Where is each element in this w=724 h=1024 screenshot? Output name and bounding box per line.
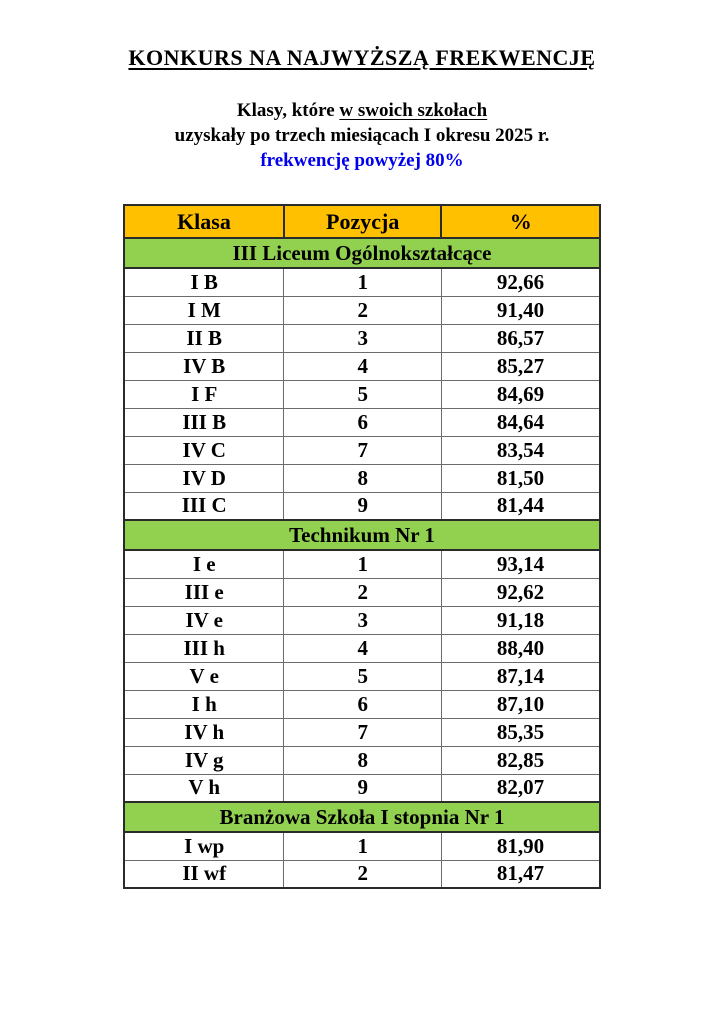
table-row [124, 324, 600, 352]
percent-cell: 87,10 [441, 690, 600, 718]
table-row [124, 746, 600, 774]
percent-cell: 82,07 [441, 774, 600, 802]
table-row [124, 464, 600, 492]
percent-cell: 87,14 [441, 662, 600, 690]
table-row [124, 296, 600, 324]
position-cell: 6 [284, 408, 442, 436]
percent-cell: 85,27 [441, 352, 600, 380]
position-cell: 5 [284, 662, 442, 690]
table-row [124, 718, 600, 746]
class-cell: III C [124, 492, 284, 520]
school-section-label: Branżowa Szkoła I stopnia Nr 1 [124, 802, 600, 832]
percent-cell: 91,40 [441, 296, 600, 324]
school-section-label: Technikum Nr 1 [124, 520, 600, 550]
class-cell: I F [124, 380, 284, 408]
percent-cell: 83,54 [441, 436, 600, 464]
table-row [124, 550, 600, 578]
table-row [124, 662, 600, 690]
position-cell: 4 [284, 634, 442, 662]
percent-cell: 88,40 [441, 634, 600, 662]
class-cell: IV B [124, 352, 284, 380]
table-header-row [124, 205, 600, 238]
position-cell: 9 [284, 492, 442, 520]
class-cell: IV h [124, 718, 284, 746]
column-header-percent: % [441, 205, 600, 238]
class-cell: II B [124, 324, 284, 352]
school-section-row [124, 520, 600, 550]
table-row [124, 408, 600, 436]
school-section-label: III Liceum Ogólnokształcące [124, 238, 600, 268]
table-header [124, 205, 600, 238]
position-cell: 8 [284, 464, 442, 492]
percent-cell: 93,14 [441, 550, 600, 578]
position-cell: 1 [284, 268, 442, 296]
class-cell: III e [124, 578, 284, 606]
school-section-row [124, 802, 600, 832]
position-cell: 1 [284, 550, 442, 578]
table-row [124, 436, 600, 464]
table-row [124, 860, 600, 888]
class-cell: III B [124, 408, 284, 436]
column-header-klasa: Klasa [124, 205, 284, 238]
position-cell: 7 [284, 436, 442, 464]
percent-cell: 81,47 [441, 860, 600, 888]
subtitle-line-3-highlight: frekwencję powyżej 80% [260, 150, 464, 171]
position-cell: 2 [284, 578, 442, 606]
table-body [124, 238, 600, 888]
table-row [124, 380, 600, 408]
position-cell: 7 [284, 718, 442, 746]
table-row [124, 606, 600, 634]
class-cell: IV D [124, 464, 284, 492]
position-cell: 1 [284, 832, 442, 860]
class-cell: IV C [124, 436, 284, 464]
class-cell: V h [124, 774, 284, 802]
school-section-row [124, 238, 600, 268]
subtitle-line-2: uzyskały po trzech miesiącach I okresu 2025 r. [174, 125, 550, 146]
position-cell: 9 [284, 774, 442, 802]
class-cell: IV e [124, 606, 284, 634]
position-cell: 2 [284, 860, 442, 888]
percent-cell: 91,18 [441, 606, 600, 634]
table-row [124, 832, 600, 860]
subtitle-line-1-underlined: w swoich szkołach [339, 100, 488, 121]
percent-cell: 85,35 [441, 718, 600, 746]
attendance-table [123, 204, 601, 889]
position-cell: 3 [284, 324, 442, 352]
table-row [124, 578, 600, 606]
class-cell: III h [124, 634, 284, 662]
position-cell: 8 [284, 746, 442, 774]
class-cell: I M [124, 296, 284, 324]
position-cell: 4 [284, 352, 442, 380]
table-row [124, 690, 600, 718]
percent-cell: 81,44 [441, 492, 600, 520]
class-cell: I B [124, 268, 284, 296]
page-title: KONKURS NA NAJWYŻSZĄ FREKWENCJĘ [128, 45, 596, 70]
table-row [124, 268, 600, 296]
percent-cell: 86,57 [441, 324, 600, 352]
class-cell: I e [124, 550, 284, 578]
class-cell: II wf [124, 860, 284, 888]
table-row [124, 492, 600, 520]
position-cell: 3 [284, 606, 442, 634]
class-cell: V e [124, 662, 284, 690]
percent-cell: 82,85 [441, 746, 600, 774]
percent-cell: 92,66 [441, 268, 600, 296]
table-row [124, 634, 600, 662]
column-header-pozycja: Pozycja [284, 205, 442, 238]
subtitle-block [0, 98, 724, 173]
class-cell: I h [124, 690, 284, 718]
percent-cell: 84,64 [441, 408, 600, 436]
position-cell: 6 [284, 690, 442, 718]
subtitle-line-1-prefix: Klasy, które [236, 100, 340, 121]
table-row [124, 774, 600, 802]
percent-cell: 92,62 [441, 578, 600, 606]
table-row [124, 352, 600, 380]
percent-cell: 84,69 [441, 380, 600, 408]
subtitle-line-1 [0, 98, 724, 123]
class-cell: I wp [124, 832, 284, 860]
percent-cell: 81,90 [441, 832, 600, 860]
position-cell: 5 [284, 380, 442, 408]
position-cell: 2 [284, 296, 442, 324]
class-cell: IV g [124, 746, 284, 774]
percent-cell: 81,50 [441, 464, 600, 492]
